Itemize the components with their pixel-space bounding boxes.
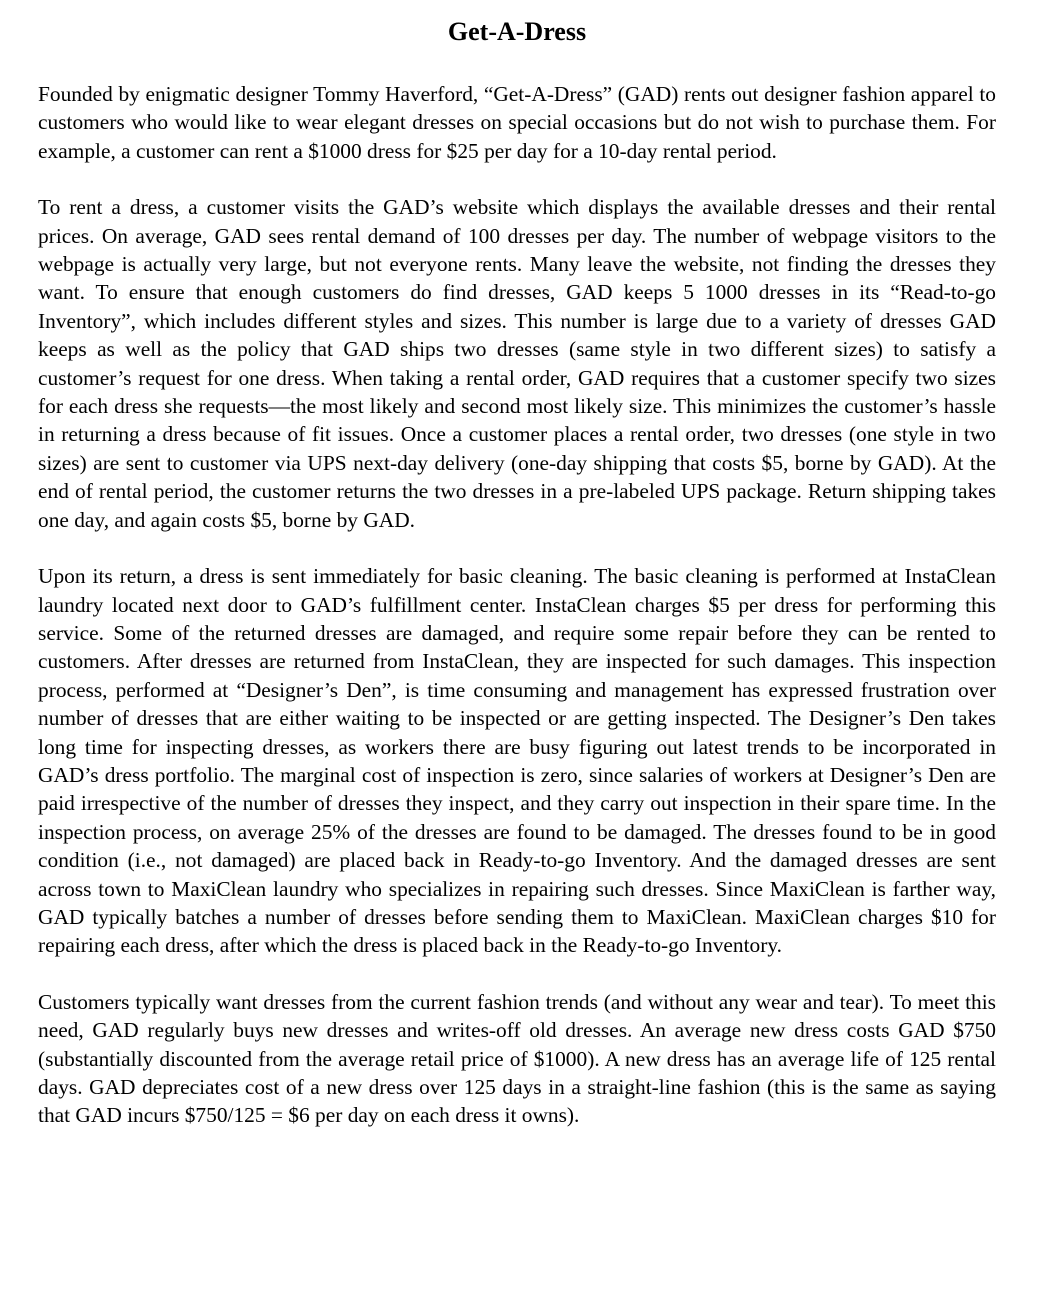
paragraph-rental-process: To rent a dress, a customer visits the GAD’s website which displays the available dresses and their rental prices. On average, GAD sees rental demand of 100 dresses per day. The number of webpage visitors to the webpage is actually very large, but not everyone rents. Many leave the website, not finding the dresses they want. To ensure that enough customers do find dresses, GAD keeps 5 1000 dresses in its “Read-to-go Inventory”, which includes different styles and sizes. This number is large due to a variety of dresses GAD keeps as well as the policy that GAD ships two dresses (same style in two different sizes) to satisfy a customer’s request for one dress. When taking a rental order, GAD requires that a customer specify two sizes for each dress she requests—the most likely and second most likely size. This minimizes the customer’s hassle in returning a dress because of fit issues. Once a customer places a rental order, two dresses (one style in two sizes) are sent to customer via UPS next-day delivery (one-day shipping that costs $5, borne by GAD). At the end of rental period, the customer returns the two dresses in a pre-labeled UPS package. Return shipping takes one day, and again costs $5, borne by GAD. <box>38 195 996 532</box>
paragraph-intro: Founded by enigmatic designer Tommy Haverford, “Get-A-Dress” (GAD) rents out designer fashion apparel to customers who would like to wear elegant dresses on special occasions but do not wish to purchase them. For example, a customer can rent a $1000 dress for $25 per day for a 10-day rental period. <box>38 82 996 163</box>
paragraph-cleaning-inspection: Upon its return, a dress is sent immediately for basic cleaning. The basic cleaning is performed at InstaClean laundry located next door to GAD’s fulfillment center. InstaClean charges $5 per dress for performing this service. Some of the returned dresses are damaged, and require some repair before they can be rented to customers. After dresses are returned from InstaClean, they are inspected for such damages. This inspection process, performed at “Designer’s Den”, is time consuming and management has expressed frustration over number of dresses that are either waiting to be inspected or are getting inspected. The Designer’s Den takes long time for inspecting dresses, as workers there are busy figuring out latest trends to be incorporated in GAD’s dress portfolio. The marginal cost of inspection is zero, since salaries of workers at Designer’s Den are paid irrespective of the number of dresses they inspect, and they carry out inspection in their spare time. In the inspection process, on average 25% of the dresses are found to be damaged. The dresses found to be in good condition (i.e., not damaged) are placed back in Ready-to-go Inventory. And the damaged dresses are sent across town to MaxiClean laundry who specializes in repairing such dresses. Since MaxiClean is farther way, GAD typically batches a number of dresses before sending them to MaxiClean. MaxiClean charges $10 for repairing each dress, after which the dress is placed back in the Ready-to-go Inventory. <box>38 564 996 958</box>
paragraph-depreciation: Customers typically want dresses from the current fashion trends (and without any wear and tear). To meet this need, GAD regularly buys new dresses and writes-off old dresses. An average new dress costs GAD $750 (substantially discounted from the average retail price of $1000). A new dress has an average life of 125 rental days. GAD depreciates cost of a new dress over 125 days in a straight-line fashion (this is the same as saying that GAD incurs $750/125 = $6 per day on each dress it owns). <box>38 989 996 1128</box>
document-title: Get-A-Dress <box>447 17 587 46</box>
